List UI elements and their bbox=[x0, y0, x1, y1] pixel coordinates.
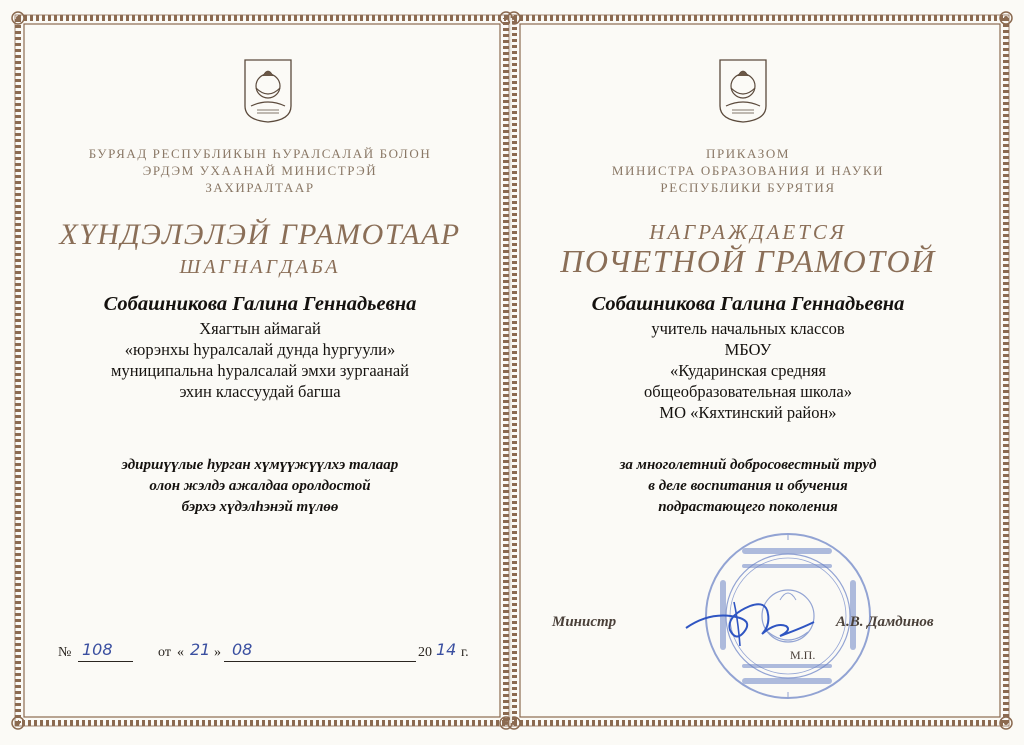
right-header-line-2: МИНИСТРА ОБРАЗОВАНИЯ И НАУКИ bbox=[611, 163, 885, 178]
signer-name: А.В. Дамдинов bbox=[836, 614, 934, 630]
date-month: 08 bbox=[232, 640, 253, 659]
signature-icon bbox=[682, 592, 822, 650]
right-position-line-4: общеобразовательная школа» bbox=[644, 382, 852, 401]
date-month-underline bbox=[224, 661, 416, 662]
left-position-line-4: эхин классуудай багша bbox=[179, 382, 341, 401]
right-reason-line-1: за многолетний добросовестный труд bbox=[619, 457, 877, 473]
left-header-line-2: ЭРДЭМ УХААНАЙ МИНИСТРЭЙ bbox=[142, 163, 378, 178]
year-suffix: 14 bbox=[436, 640, 457, 659]
left-header bbox=[20, 145, 500, 196]
right-recipient-name: Собашникова Галина Геннадьевна bbox=[591, 293, 905, 315]
date-from-label: от bbox=[158, 645, 171, 660]
right-reason bbox=[508, 455, 988, 518]
right-header bbox=[508, 145, 988, 196]
left-header-line-1: БУРЯАД РЕСПУБЛИКЫН ҺУРАЛСАЛАЙ БОЛОН bbox=[88, 146, 432, 161]
number-label: № bbox=[58, 645, 72, 660]
stamp-place-label: М.П. bbox=[790, 648, 816, 662]
right-header-line-1: ПРИКАЗОМ bbox=[705, 146, 790, 161]
coat-of-arms-icon bbox=[243, 58, 293, 124]
left-position-line-2: «юрэнхы һуралсалай дунда һургуули» bbox=[124, 340, 396, 359]
right-subtitle: НАГРАЖДАЕТСЯ bbox=[649, 220, 847, 244]
left-title: ХҮНДЭЛЭЛЭЙ ГРАМОТААР bbox=[59, 218, 461, 251]
left-subtitle: ШАГНАГДАБА bbox=[179, 256, 341, 278]
left-recipient-name: Собашникова Галина Геннадьевна bbox=[103, 293, 417, 315]
left-reason-line-1: эдиршүүлые һурган хүмүүжүүлхэ талаар bbox=[121, 457, 399, 473]
left-reason-line-3: бэрхэ хүдэлһэнэй түлөө bbox=[181, 499, 339, 515]
left-position bbox=[20, 318, 500, 402]
right-position-line-5: МО «Кяхтинский район» bbox=[659, 403, 837, 422]
right-position bbox=[508, 318, 988, 423]
right-reason-line-2: в деле воспитания и обучения bbox=[648, 478, 848, 494]
year-prefix: 20 bbox=[418, 645, 432, 660]
signer-title: Министр bbox=[552, 614, 617, 630]
number-value: 108 bbox=[82, 640, 113, 659]
right-position-line-2: МБОУ bbox=[724, 340, 772, 359]
left-position-line-1: Хяагтын аймагай bbox=[199, 319, 321, 338]
year-unit: г. bbox=[461, 645, 469, 660]
right-title: ПОЧЕТНОЙ ГРАМОТОЙ bbox=[560, 243, 936, 279]
right-position-line-3: «Кударинская средняя bbox=[669, 361, 827, 380]
date-day: 21 bbox=[190, 640, 211, 659]
left-header-line-3: ЗАХИРАЛТААР bbox=[205, 180, 315, 195]
right-header-line-3: РЕСПУБЛИКИ БУРЯТИЯ bbox=[660, 180, 836, 195]
left-reason-line-2: олон жэлдэ ажалдаа оролдостой bbox=[149, 478, 371, 494]
left-position-line-3: муниципальна һуралсалай эмхи зургаанай bbox=[111, 361, 409, 380]
right-reason-line-3: подрастающего поколения bbox=[658, 499, 838, 515]
right-position-line-1: учитель начальных классов bbox=[651, 319, 845, 338]
left-reason bbox=[20, 455, 500, 518]
number-underline bbox=[78, 661, 133, 662]
date-quote-close: » bbox=[214, 645, 221, 660]
coat-of-arms-icon bbox=[718, 58, 768, 124]
date-quote-open: « bbox=[177, 645, 184, 660]
